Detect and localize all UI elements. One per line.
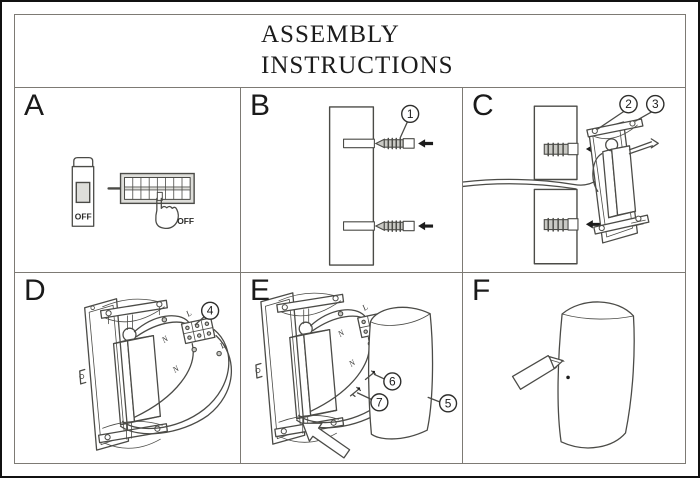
wire-label-neutral-top: N bbox=[335, 327, 346, 339]
breaker-panel-illustration bbox=[109, 174, 195, 204]
wall-anchor-bottom-icon bbox=[376, 221, 414, 231]
breaker-off-label: OFF bbox=[177, 216, 195, 227]
panel-c-illustration bbox=[463, 88, 685, 272]
svg-text:2: 2 bbox=[625, 97, 632, 112]
supply-cable bbox=[463, 164, 610, 189]
inserted-anchor-bottom-icon bbox=[544, 219, 578, 231]
screw-hole-dot bbox=[566, 376, 570, 380]
panel-a-illustration bbox=[15, 88, 240, 272]
panel-e-illustration bbox=[241, 273, 462, 463]
svg-text:5: 5 bbox=[444, 396, 452, 411]
layout-table bbox=[14, 14, 686, 464]
page-title-line-1: ASSEMBLY bbox=[261, 21, 400, 48]
panel-e bbox=[241, 273, 463, 463]
wire-label-live-top: L bbox=[183, 307, 194, 319]
drill-hole-top bbox=[344, 139, 375, 147]
wire-label-live-right: L bbox=[217, 339, 228, 351]
panel-b-illustration bbox=[241, 88, 462, 272]
wall-switch-illustration bbox=[72, 158, 93, 227]
svg-text:1: 1 bbox=[406, 106, 414, 121]
panel-c bbox=[463, 88, 685, 273]
callout-3-badge bbox=[635, 96, 663, 121]
screwdriver-icon bbox=[513, 356, 565, 390]
svg-text:4: 4 bbox=[206, 303, 214, 318]
callout-1-badge bbox=[400, 105, 418, 137]
panel-f bbox=[463, 273, 685, 463]
inserted-anchor-top-icon bbox=[544, 143, 578, 155]
shade-screw-lower-icon bbox=[351, 387, 361, 396]
drill-hole-bottom bbox=[344, 222, 375, 230]
wall-anchor-top-icon bbox=[376, 139, 414, 149]
panel-f-illustration bbox=[463, 273, 685, 463]
panel-b bbox=[241, 88, 463, 273]
panel-d-label: D bbox=[24, 274, 46, 307]
svg-text:3: 3 bbox=[651, 97, 659, 112]
wire-label-neutral-bottom: N bbox=[346, 357, 357, 369]
svg-text:6: 6 bbox=[388, 374, 396, 389]
wire-label-neutral-top: N bbox=[159, 333, 170, 345]
svg-text:7: 7 bbox=[376, 395, 383, 410]
wall-section bbox=[330, 107, 374, 265]
callout-5-badge bbox=[428, 395, 456, 412]
panel-d-illustration bbox=[15, 273, 240, 463]
page-title-line-2: INSTRUCTIONS bbox=[261, 52, 454, 79]
panel-e-label: E bbox=[250, 274, 271, 307]
switch-off-label: OFF bbox=[74, 211, 92, 222]
wire-label-neutral-bottom: N bbox=[170, 363, 181, 375]
panel-f-label: F bbox=[472, 274, 491, 307]
push-arrow-top-icon bbox=[418, 139, 433, 147]
push-arrow-bottom-icon bbox=[418, 222, 433, 230]
title-block bbox=[15, 15, 685, 88]
panel-b-label: B bbox=[250, 89, 271, 122]
wire-label-live-top: L bbox=[360, 301, 370, 313]
assembled-fixture-illustration bbox=[558, 302, 634, 448]
panel-a-label: A bbox=[24, 89, 45, 122]
panel-a bbox=[15, 88, 241, 273]
shade-illustration bbox=[369, 307, 433, 439]
panel-c-label: C bbox=[472, 89, 494, 122]
panel-d bbox=[15, 273, 241, 463]
